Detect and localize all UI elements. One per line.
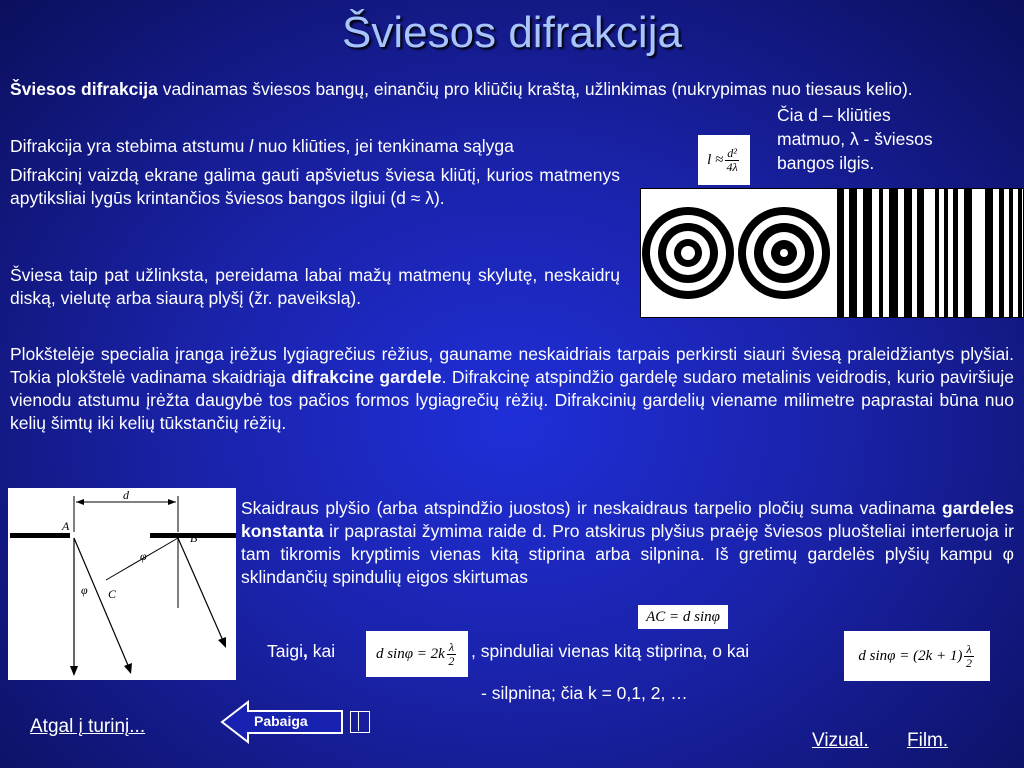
label-d: d xyxy=(123,488,129,502)
formula-max-lhs: d sinφ = 2k xyxy=(375,645,445,662)
box-icon xyxy=(350,711,370,733)
formula-min-den: 2 xyxy=(965,655,972,670)
diffraction-patterns-svg xyxy=(641,189,1023,317)
label-b: B xyxy=(190,531,198,545)
grating-paragraph xyxy=(10,343,1014,435)
formula-condition-lhs: l ≈ xyxy=(707,151,724,168)
grating-diagram xyxy=(8,488,236,680)
formula-condition-num: d² xyxy=(727,145,737,160)
end-button[interactable] xyxy=(220,700,345,744)
condition-paragraph xyxy=(10,135,690,158)
taigi-word: Taigi xyxy=(267,641,303,661)
condition-text-before: Difrakcija yra stebima atstumu xyxy=(10,136,250,156)
formula-max-fraction xyxy=(447,641,456,668)
slit-paragraph: Difrakcinį vaizdą ekrane galima gauti apšvietus šviesa kliūtį, kurios matmenys apytiksliai lygūs krintančios šviesos bangos ilgiui (d ≈ λ). xyxy=(10,165,620,208)
page-title: Šviesos difrakcija xyxy=(342,8,682,57)
film-link[interactable]: Film. xyxy=(907,730,949,751)
stripe-pattern-wire xyxy=(833,189,928,317)
label-a: A xyxy=(62,519,70,533)
label-phi-2: φ xyxy=(140,549,147,563)
taigi-text xyxy=(267,641,335,662)
taigi-kai: kai xyxy=(307,641,336,661)
constant-text-2: ir paprastai žymima raide d. Pro atskirus plyšius praėję šviesos pluošteliai interferuoja ir tam tikromis kryptimis vienas kitą stiprina arba silpnina. Iš gretimų gardelės plyšių kampu φ sklindančių spindulių eigos skirtumas xyxy=(241,521,1014,587)
note-text: Čia d – kliūties matmuo, λ - šviesos bangos ilgis. xyxy=(777,105,933,173)
intro-term: Šviesos difrakcija xyxy=(10,79,158,99)
back-to-contents-link[interactable]: Atgal į turinį... xyxy=(30,716,146,737)
formula-condition xyxy=(698,135,750,185)
condition-text-after: nuo kliūties, jei tenkinama sąlyga xyxy=(253,136,514,156)
formula-min-num: λ xyxy=(966,641,972,656)
weaken-text: - silpnina; čia k = 0,1, 2, … xyxy=(481,683,688,703)
intro-paragraph xyxy=(10,78,1014,101)
formula-min-lhs: d sinφ = (2k + 1) xyxy=(858,647,963,664)
ring-pattern-hole xyxy=(641,189,735,317)
grating-diagram-svg xyxy=(8,488,236,680)
box-divider-icon xyxy=(358,711,359,731)
constant-term: gardeles konstanta xyxy=(241,498,1014,541)
vizual-link[interactable]: Vizual. xyxy=(812,730,869,751)
bend-paragraph: Šviesa taip pat užlinksta, pereidama labai mažų matmenų skylutę, neskaidrų diską, vielutę arba siaurą plyšį (žr. paveikslą). xyxy=(10,265,620,308)
label-c: C xyxy=(108,587,117,601)
formula-path-difference: AC = d sinφ xyxy=(638,605,728,629)
ring-pattern-disk xyxy=(737,189,831,317)
grating-text-2: . Difrakcinę atspindžio gardelę sudaro metalinis veidrodis, kurio paviršiuje vienodu atstumu įrėžta daugybė tos pačios formos lygiagrečių rėžių. Difrakcinių gardelių viename milimetre paprastai būna nuo kelių šimtų iki kelių tūkstančių rėžių. xyxy=(10,367,1014,433)
diffraction-patterns-image xyxy=(640,188,1024,318)
grating-term: difrakcine gardele xyxy=(291,367,442,387)
formula-max-den: 2 xyxy=(448,653,455,668)
formula-max-num: λ xyxy=(448,639,455,654)
condition-var: l xyxy=(249,136,254,156)
end-button-label: Pabaiga xyxy=(254,713,308,729)
label-phi-1: φ xyxy=(81,583,88,597)
formula-maximum xyxy=(366,631,468,677)
stripe-pattern-slit xyxy=(930,189,1023,317)
formula-condition-den: 4λ xyxy=(726,159,738,174)
taigi-comma: , xyxy=(303,641,308,661)
constant-paragraph xyxy=(241,497,1014,589)
constant-text-1: Skaidraus plyšio (arba atspindžio juostos) ir neskaidraus tarpelio pločių suma vadinama xyxy=(241,498,943,518)
formula-min-fraction xyxy=(964,643,973,670)
reinforce-text: , spinduliai vienas kitą stiprina, o kai xyxy=(471,641,750,661)
grating-text-1: Plokštelėje specialia įranga įrėžus lygiagrečius rėžius, gauname neskaidriais tarpais perkirsti siauri šviesą praleidžiantys plyšiai. Tokia plokštelė vadinama skaidriąja xyxy=(10,344,1014,387)
formula-minimum xyxy=(844,631,990,681)
formula-condition-fraction xyxy=(725,147,739,174)
intro-text: vadinamas šviesos bangų, einančių pro kliūčių kraštą, užlinkimas (nukrypimas nuo tiesaus kelio). xyxy=(157,79,913,99)
